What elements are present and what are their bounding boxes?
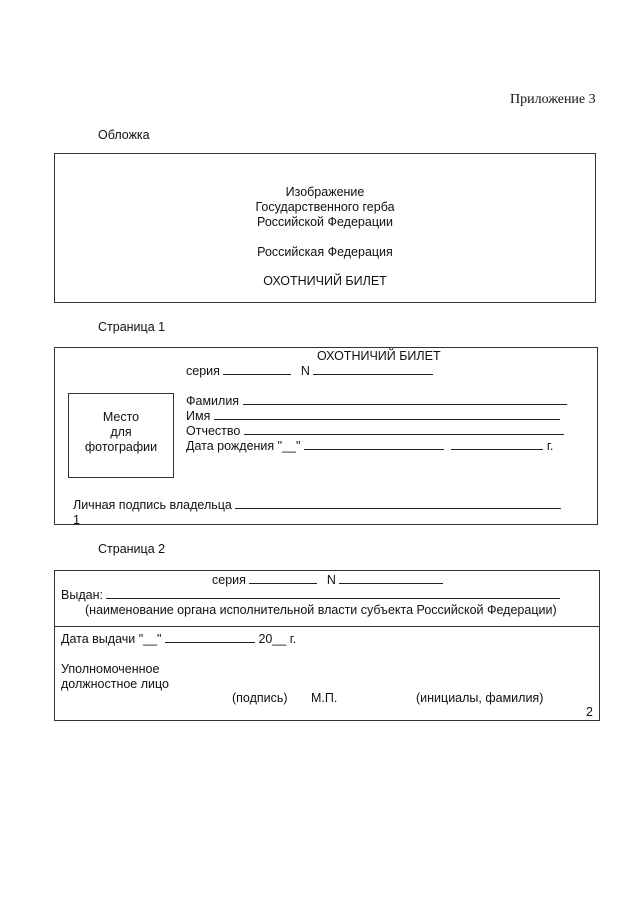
cover-country: Российская Федерация xyxy=(257,245,393,259)
patronymic-field xyxy=(186,424,564,438)
name-label: Имя xyxy=(186,409,211,423)
issue-date-line xyxy=(165,632,255,643)
photo-line: для xyxy=(110,425,132,439)
page2-number: 2 xyxy=(586,705,593,719)
page2-label: Страница 2 xyxy=(98,542,166,556)
photo-line: Место xyxy=(102,410,140,424)
birth-label: Дата рождения "__" xyxy=(186,439,301,453)
birth-month-line xyxy=(304,439,444,450)
surname-label: Фамилия xyxy=(186,394,240,408)
emblem-line: Изображение xyxy=(285,185,365,199)
surname-field xyxy=(186,394,567,408)
birth-field xyxy=(186,439,553,453)
series2-label: серия xyxy=(212,573,246,587)
emblem-placeholder xyxy=(55,185,595,230)
page1-number: 1 xyxy=(73,513,80,527)
page1-label: Страница 1 xyxy=(98,320,166,334)
series-label: серия xyxy=(186,364,220,378)
number2-line xyxy=(339,573,443,584)
photo-placeholder xyxy=(68,393,174,478)
page2-divider xyxy=(55,626,599,627)
series2-field xyxy=(212,573,443,587)
signature-field xyxy=(73,498,561,512)
issue-date-label: Дата выдачи "__" xyxy=(61,632,162,646)
patronymic-line xyxy=(244,424,564,435)
series2-line xyxy=(249,573,317,584)
issued-line xyxy=(106,588,560,599)
emblem-line: Российской Федерации xyxy=(257,215,393,229)
patronymic-label: Отчество xyxy=(186,424,241,438)
birth-year-line xyxy=(451,439,543,450)
cover-box xyxy=(54,153,596,303)
signature-label: Личная подпись владельца xyxy=(73,498,232,512)
issue-date-field xyxy=(61,632,296,646)
series-field xyxy=(186,364,433,378)
cover-title: ОХОТНИЧИЙ БИЛЕТ xyxy=(263,274,387,288)
emblem-line: Государственного герба xyxy=(255,200,395,214)
official-line2: должностное лицо xyxy=(61,677,169,691)
page2-box xyxy=(54,570,600,721)
issued-field xyxy=(61,588,560,602)
name-line xyxy=(214,409,560,420)
sign-note: (подпись) xyxy=(232,691,288,705)
series-line xyxy=(223,364,291,375)
issue-year: 20__ г. xyxy=(258,632,297,646)
page1-box xyxy=(54,347,598,525)
number-label: N xyxy=(300,364,310,378)
name-note: (инициалы, фамилия) xyxy=(416,691,544,705)
seal-note: М.П. xyxy=(311,691,338,705)
number-line xyxy=(313,364,433,375)
surname-line xyxy=(243,394,567,405)
issued-note: (наименование органа исполнительной власти субъекта Российской Федерации) xyxy=(85,603,557,617)
number2-label: N xyxy=(326,573,336,587)
signature-line xyxy=(235,498,561,509)
photo-text xyxy=(69,410,173,455)
appendix-label: Приложение 3 xyxy=(510,92,596,107)
issued-label: Выдан: xyxy=(61,588,103,602)
photo-line: фотографии xyxy=(84,440,158,454)
name-field xyxy=(186,409,560,423)
cover-label: Обложка xyxy=(98,128,150,142)
official-line1: Уполномоченное xyxy=(61,662,160,676)
page1-title: ОХОТНИЧИЙ БИЛЕТ xyxy=(317,349,441,363)
birth-year-suffix: г. xyxy=(546,439,554,453)
